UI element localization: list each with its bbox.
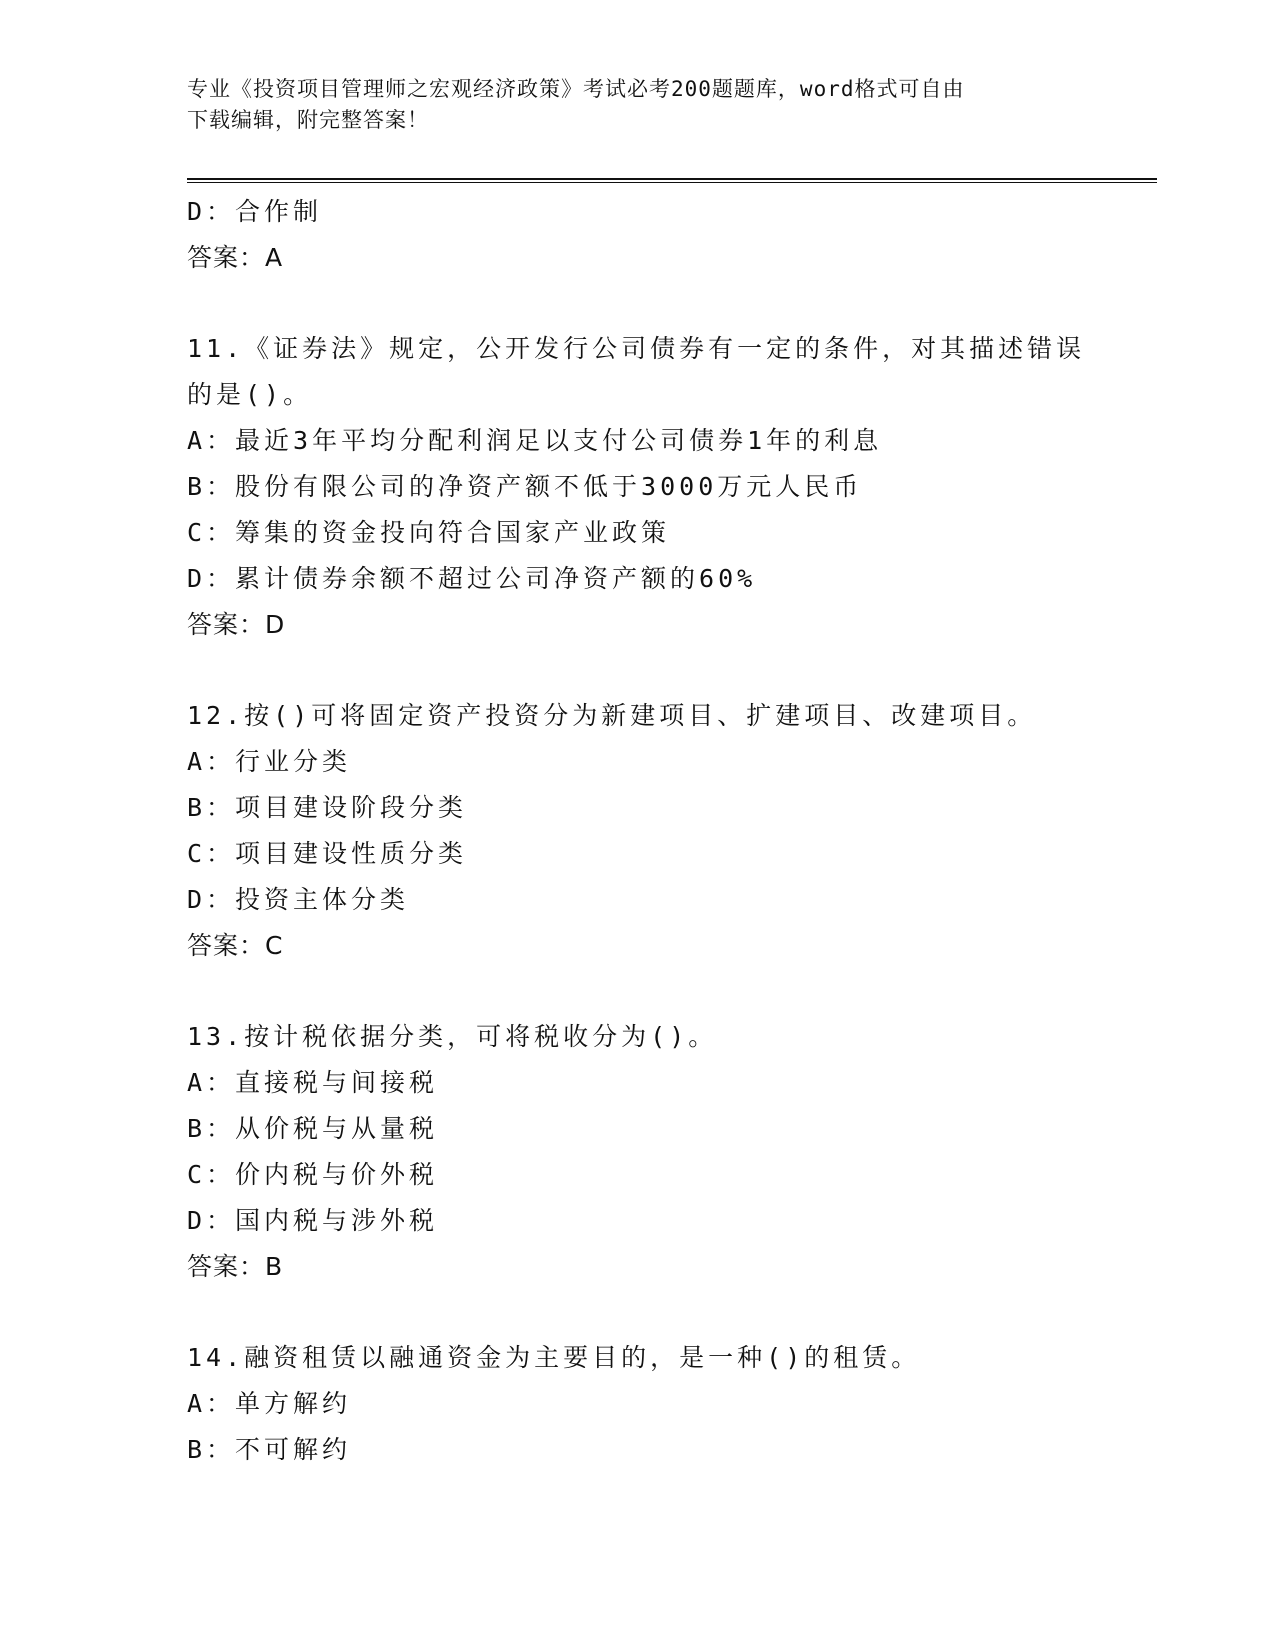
question-stem-continued: 的是()。 [187, 380, 313, 409]
option-d: D：累计债券余额不超过公司净资产额的60% [187, 564, 757, 593]
question-stem: 14.融资租赁以融通资金为主要目的，是一种()的租赁。 [187, 1343, 921, 1372]
question-list [187, 189, 1087, 1473]
option-b: B：不可解约 [187, 1435, 352, 1464]
answer-line: 答案：A [187, 243, 284, 272]
header-divider-thick [187, 178, 1157, 180]
previous-question-tail [187, 189, 1087, 281]
option-b: B：项目建设阶段分类 [187, 793, 468, 822]
question-stem: 13.按计税依据分类，可将税收分为()。 [187, 1022, 718, 1051]
option-c: C：价内税与价外税 [187, 1160, 439, 1189]
question-12 [187, 693, 1087, 969]
option-c: C：筹集的资金投向符合国家产业政策 [187, 518, 671, 547]
header-line-1: 专业《投资项目管理师之宏观经济政策》考试必考200题题库，word格式可自由 [187, 77, 965, 101]
option-b: B：股份有限公司的净资产额不低于3000万元人民币 [187, 472, 863, 501]
question-gap [187, 969, 1087, 1014]
answer-line: 答案：B [187, 1252, 284, 1281]
header-line-2: 下载编辑，附完整答案！ [187, 108, 429, 132]
option-d: D：合作制 [187, 197, 323, 226]
answer-line: 答案：C [187, 931, 284, 960]
question-gap [187, 1290, 1087, 1335]
header-divider-thin [187, 182, 1157, 183]
question-gap [187, 281, 1087, 326]
question-stem: 11.《证券法》规定，公开发行公司债券有一定的条件，对其描述错误 [187, 334, 1086, 363]
option-d: D：国内税与涉外税 [187, 1206, 439, 1235]
question-11 [187, 326, 1087, 648]
answer-line: 答案：D [187, 610, 286, 639]
option-d: D：投资主体分类 [187, 885, 410, 914]
question-13 [187, 1014, 1087, 1290]
question-gap [187, 648, 1087, 693]
question-stem: 12.按()可将固定资产投资分为新建项目、扩建项目、改建项目。 [187, 701, 1037, 730]
option-a: A：单方解约 [187, 1389, 352, 1418]
option-b: B：从价税与从量税 [187, 1114, 439, 1143]
page-header [187, 74, 1087, 136]
option-a: A：最近3年平均分配利润足以支付公司债券1年的利息 [187, 426, 883, 455]
question-14 [187, 1335, 1087, 1473]
option-a: A：行业分类 [187, 747, 352, 776]
option-a: A：直接税与间接税 [187, 1068, 439, 1097]
option-c: C：项目建设性质分类 [187, 839, 468, 868]
